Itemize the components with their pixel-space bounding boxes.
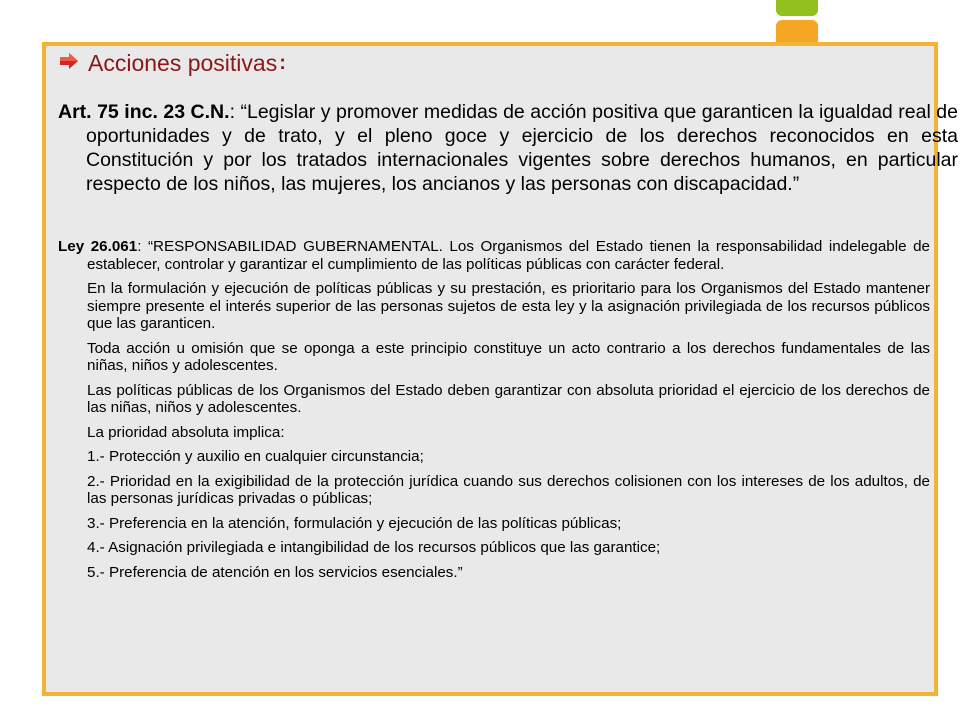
law-paragraph: La prioridad absoluta implica: [87,423,285,441]
law-paragraph: Toda acción u omisión que se oponga a este principio constituye un acto contrario a los derechos fundamentales de las niñas, niños y adolescentes. [87,339,930,374]
priority-item: 1.- Protección y auxilio en cualquier circunstancia; [87,448,424,465]
law-paragraph: En la formulación y ejecución de políticas públicas y su prestación, es prioritario para los Organismos del Estado mantener siempre presente el interés superior de las personas sujetos de esta ley y la asignación privilegiada de los recursos públicos que las garanticen. [87,280,930,332]
priority-item: 2.- Prioridad en la exigibilidad de la protección jurídica cuando sus derechos colisionen con los intereses de los adultos, de las personas jurídicas privadas o públicas; [87,472,930,507]
arrow-bullet-icon [60,53,78,74]
content-panel [42,42,958,696]
priority-item: 4.- Asignación privilegiada e intangibilidad de los recursos públicos que las garantice; [87,539,661,556]
heading-colon: : [279,51,286,74]
law-intro: : “RESPONSABILIDAD GUBERNAMENTAL. Los Organismos del Estado tienen la responsabilidad indelegable de establecer, controlar y garantizar el cumplimiento de las políticas públicas con carácter federal. [87,238,930,273]
decorative-green-tab [776,0,818,16]
constitution-article [58,100,958,196]
section-heading [60,48,286,78]
article-text: : “Legislar y promover medidas de acción positiva que garanticen la igualdad real de oportunidades y de trato, y el pleno goce y ejercicio de los derechos reconocidos en esta Constitución y por los tratados internacionales vigentes sobre derechos humanos, en particular respecto de los niños, las mujeres, los ancianos y las personas con discapacidad.” [86,101,958,195]
priority-item: 3.- Preferencia en la atención, formulación y ejecución de las políticas públicas; [87,514,622,532]
article-ref: Art. 75 inc. 23 C.N. [58,101,230,123]
heading-title: Acciones positivas [88,49,278,76]
law-section [58,238,930,581]
law-paragraph: Las políticas públicas de los Organismos del Estado deben garantizar con absoluta prioridad el ejercicio de los derechos de las niñas, niños y adolescentes. [87,381,930,416]
priority-item: 5.- Preferencia de atención en los servicios esenciales.” [87,563,463,581]
law-ref: Ley 26.061 [58,238,138,255]
law-intro-paragraph [58,238,930,273]
